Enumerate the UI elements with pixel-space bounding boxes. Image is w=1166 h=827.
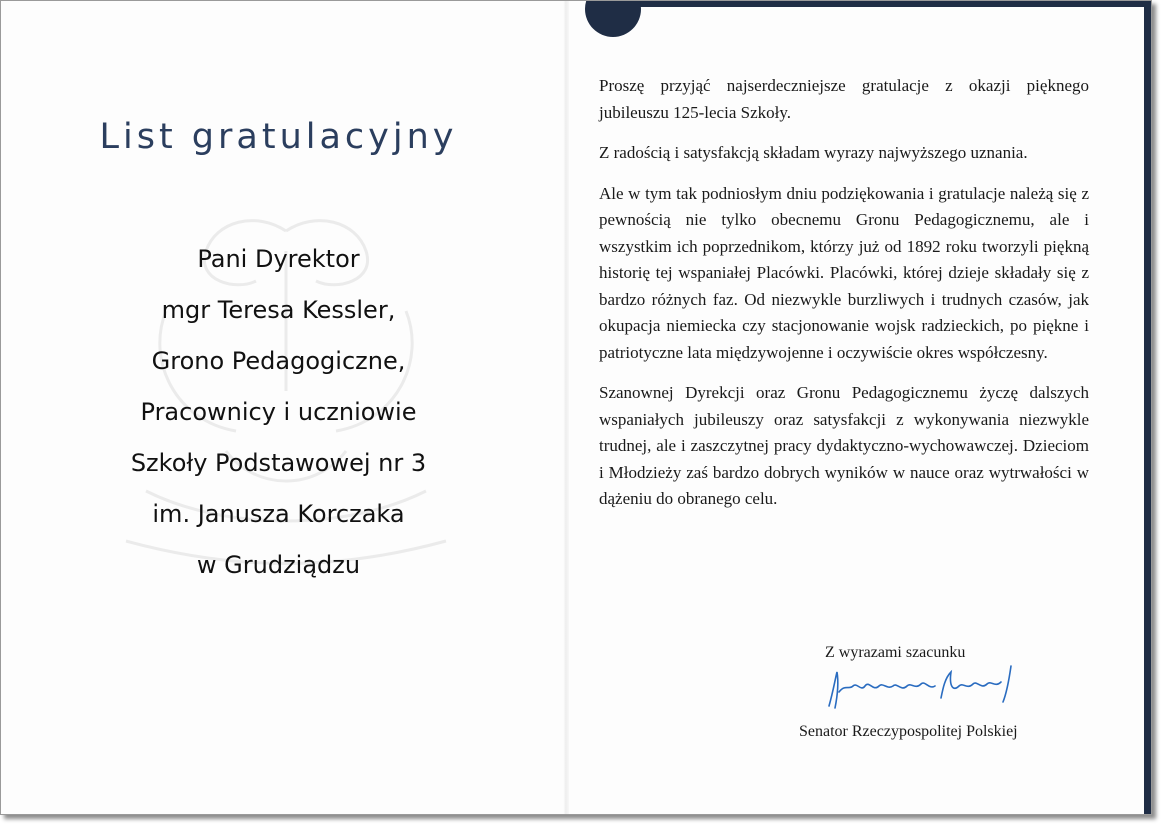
recipient-line: Pracownicy i uczniowie [140, 398, 417, 426]
paragraph-wishes: Szanownej Dyrekcji oraz Gronu Pedagogicznemu życzę dalszych wspaniałych jubileuszy oraz satysfakcji z wykonywania niezwykle trudnej, ale i zaszczytnej pracy dydaktyczno-wychowawczej. Dzieciom i Młodzieży zaś bardzo dobrych wyników w nauce oraz wytrwałości w dążeniu do obranego celu. [599, 383, 1089, 508]
page-fold [563, 1, 569, 814]
paragraph-history: Ale w tym tak podniosłym dniu podziękowania i gratulacje należą się z pewnością nie tylko obecnemu Gronu Pedagogicznemu, ale i wszystkim ich poprzednikom, którzy już od 1892 roku tworzyli piękną historię tej wspaniałej Placówki. Placówki, której dzieje składały się z bardzo różnych faz. Od niezwykle burzliwych i trudnych czasów, jak okupacja niemiecka czy stacjonowanie wojsk radzieckich, po piękne i patriotyczne lata międzywojenne i oczywiście okres współczesny. [599, 183, 1089, 362]
paragraph-recognition: Z radością i satysfakcją składam wyrazy najwyższego uznania. [599, 143, 1028, 162]
folder-notch [585, 0, 641, 37]
cover-top-strip [627, 1, 1151, 7]
recipient-line: Pani Dyrektor [197, 245, 360, 273]
left-page [1, 1, 563, 814]
letter-title: List gratulacyjny [99, 117, 458, 157]
right-page-body [599, 73, 1089, 527]
signatory-title: Senator Rzeczypospolitej Polskiej [799, 723, 1018, 740]
paragraph-congratulations: Proszę przyjąć najserdeczniejsze gratulacje z okazji pięknego jubileuszu 125-lecia Szkoły. [599, 76, 1089, 122]
recipient-line: Szkoły Podstawowej nr 3 [130, 449, 427, 477]
recipient-line: Grono Pedagogiczne, [151, 347, 406, 375]
handwritten-signature-icon [825, 662, 1025, 710]
recipient-block [1, 241, 556, 598]
closing-phrase: Z wyrazami szacunku [825, 644, 966, 661]
cover-right-edge [1144, 1, 1151, 814]
recipient-line: im. Janusza Korczaka [152, 500, 405, 528]
recipient-line: w Grudziądzu [196, 551, 361, 579]
recipient-line: mgr Teresa Kessler, [161, 296, 396, 324]
